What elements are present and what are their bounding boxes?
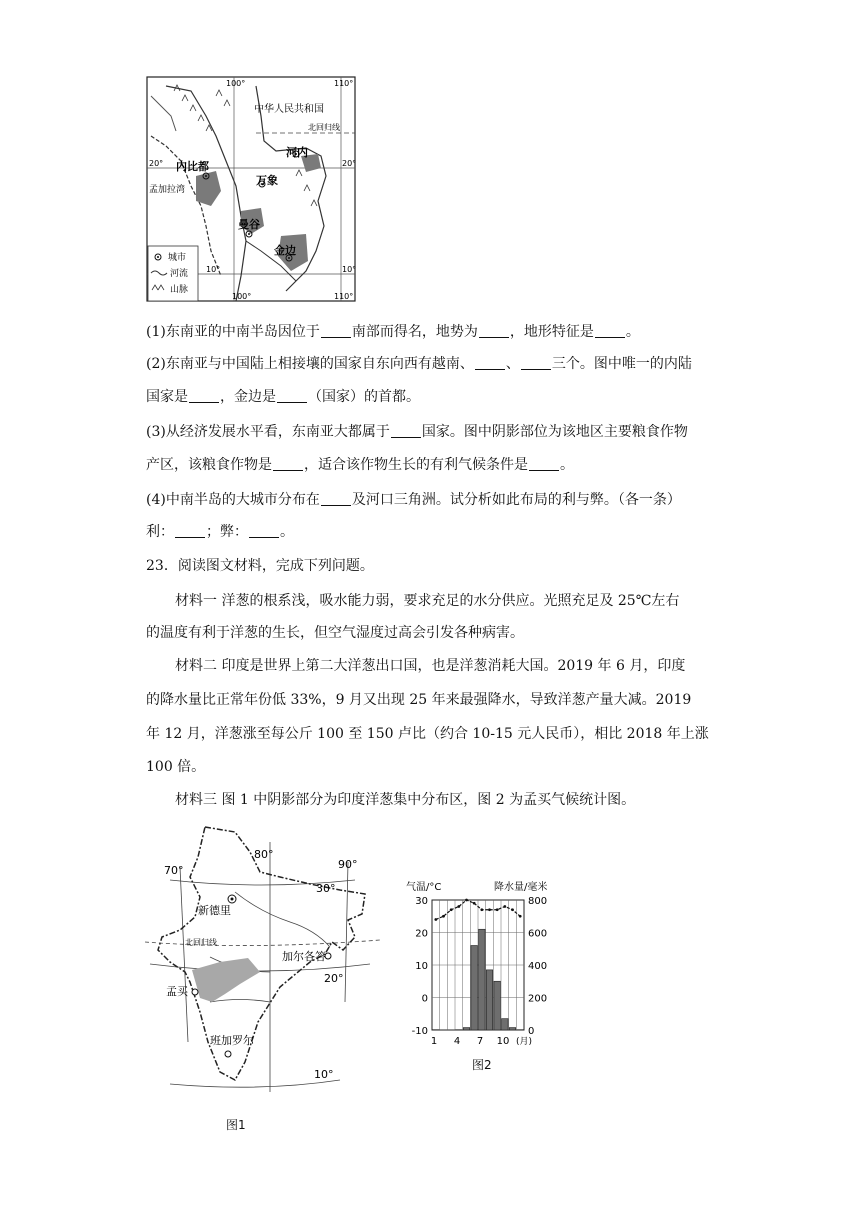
- q22-part4: (4)中南半岛的大城市分布在 及河口三角洲。试分析如此布局的利与弊。（各一条）: [146, 492, 681, 508]
- label-tropic: 北回归线: [308, 123, 340, 132]
- y-right-tick: 400: [528, 961, 548, 972]
- x-tick: 7: [476, 1036, 484, 1047]
- label-kolkata: 加尔各答: [282, 950, 326, 963]
- q22-part2-cont: 国家是 ，金边是 （国家）的首都。: [146, 389, 420, 405]
- answer-blank[interactable]: [249, 523, 279, 538]
- lon-90: 90°: [338, 858, 358, 871]
- lat-10: 10°: [314, 1068, 334, 1081]
- temperature-point: [496, 908, 499, 911]
- answer-blank[interactable]: [521, 355, 551, 370]
- lon-70: 70°: [164, 864, 184, 877]
- india-map: [140, 822, 380, 1102]
- label-hanoi: 河内: [286, 146, 308, 159]
- climate-chart: [400, 876, 580, 1066]
- label-tropic-cancer: 北回归线: [185, 938, 217, 947]
- temperature-point: [519, 915, 522, 918]
- material1-line2: 的温度有利于洋葱的生长，但空气湿度过高会引发各种病害。: [146, 625, 524, 641]
- y-right-tick: 800: [528, 896, 548, 907]
- precip-bar: [486, 970, 492, 1030]
- y-left-tick: 0: [421, 993, 428, 1005]
- temperature-point: [442, 915, 445, 918]
- answer-blank[interactable]: [321, 491, 351, 506]
- material2-line2: 的降水量比正常年份低 33%，9 月又出现 25 年来最强降水，导致洋葱产量大减。2019: [146, 692, 692, 708]
- material1-line1: 材料一 洋葱的根系浅，吸水能力弱，要求充足的水分供应。光照充足及 25℃左右: [175, 593, 680, 609]
- lon-110-bottom: 110°: [334, 292, 354, 301]
- q23-intro: 23．阅读图文材料，完成下列问题。: [146, 558, 374, 574]
- legend-river: 河流: [170, 269, 189, 279]
- precip-bar: [494, 981, 500, 1030]
- temperature-point: [457, 905, 460, 908]
- y-left-tick: 20: [415, 928, 428, 940]
- y-right-tick: 200: [528, 993, 548, 1005]
- answer-blank[interactable]: [273, 456, 303, 471]
- q22-part3-cont: 产区，该粮食作物是 ，适合该作物生长的有利气候条件是 。: [146, 457, 574, 473]
- label-bangkok: 曼谷: [238, 218, 260, 231]
- y-right-label: 降水量/毫米: [494, 882, 548, 893]
- indochina-map: [146, 76, 356, 302]
- label-china: 中华人民共和国: [254, 104, 324, 115]
- q22-part4-cont: 利： ；弊： 。: [146, 524, 294, 540]
- answer-blank[interactable]: [595, 323, 625, 338]
- x-tick: 4: [453, 1036, 461, 1047]
- map-legend: [148, 246, 198, 301]
- lat-20-right: 20°: [342, 159, 356, 168]
- precip-bar: [479, 929, 485, 1030]
- figure1-caption: 图1: [226, 1118, 246, 1132]
- label-mumbai: 孟买: [166, 985, 188, 998]
- legend-city: 城市: [168, 253, 187, 263]
- material3: 材料三 图 1 中阴影部分为印度洋葱集中分布区，图 2 为孟买气候统计图。: [175, 792, 636, 808]
- label-bangalore: 班加罗尔: [210, 1034, 254, 1047]
- q22-part2: (2)东南亚与中国陆上相接壤的国家自东向西有越南、 、 三个。图中唯一的内陆: [146, 356, 692, 372]
- q22-part1: (1)东南亚的中南半岛因位于 南部而得名，地势为 ，地形特征是 。: [146, 324, 640, 340]
- lat-20: 20°: [324, 972, 344, 985]
- temperature-point: [511, 908, 514, 911]
- label-phnompenh: 金边: [274, 244, 296, 257]
- temperature-point: [473, 902, 476, 905]
- temperature-point: [503, 905, 506, 908]
- y-right-tick: 600: [528, 928, 548, 940]
- lon-110-top: 110°: [334, 79, 354, 88]
- precip-bar: [471, 946, 477, 1031]
- answer-blank[interactable]: [321, 323, 351, 338]
- label-vientiane: 万象: [256, 174, 278, 187]
- answer-blank[interactable]: [277, 388, 307, 403]
- material2-line1: 材料二 印度是世界上第二大洋葱出口国，也是洋葱消耗大国。2019 年 6 月，印度: [175, 658, 686, 674]
- temperature-point: [480, 908, 483, 911]
- x-tick: 10: [496, 1036, 510, 1047]
- y-left-label: 气温/°C: [406, 882, 442, 893]
- q22-part3: (3)从经济发展水平看，东南亚大都属于 国家。图中阴影部位为该地区主要粮食作物: [146, 424, 688, 440]
- temperature-point: [488, 908, 491, 911]
- answer-blank[interactable]: [529, 456, 559, 471]
- lon-100-bottom: 100°: [232, 292, 252, 301]
- y-left-tick: 30: [415, 896, 428, 907]
- answer-blank[interactable]: [175, 523, 205, 538]
- precip-bar: [463, 1028, 469, 1030]
- label-new-delhi: 新德里: [198, 904, 231, 917]
- lat-10-left: 10°: [206, 265, 221, 274]
- precip-bar: [509, 1028, 515, 1030]
- temperature-point: [434, 918, 437, 921]
- answer-blank[interactable]: [479, 323, 509, 338]
- lat-20-left: 20°: [149, 159, 164, 168]
- y-right-tick: 0: [528, 1026, 535, 1037]
- precip-bar: [502, 1019, 508, 1030]
- figure2-caption: 图2: [472, 1058, 492, 1072]
- y-left-tick: 10: [415, 961, 428, 972]
- label-naypyidaw: 内比都: [176, 160, 209, 173]
- x-unit: (月): [516, 1037, 533, 1047]
- answer-blank[interactable]: [189, 388, 219, 403]
- legend-mountain: 山脉: [170, 285, 189, 295]
- material2-line3: 年 12 月，洋葱涨至每公斤 100 至 150 卢比（约合 10-15 元人民币），相比 2018 年上涨: [146, 726, 709, 742]
- lat-10-right: 10°: [342, 265, 356, 274]
- material2-line4: 100 倍。: [146, 759, 206, 775]
- x-tick: 1: [430, 1036, 438, 1047]
- label-bay-of-bengal: 孟加拉湾: [149, 185, 186, 195]
- answer-blank[interactable]: [391, 423, 421, 438]
- answer-blank[interactable]: [475, 355, 505, 370]
- lat-30: 30°: [316, 882, 336, 895]
- temperature-point: [465, 899, 468, 902]
- lon-100-top: 100°: [226, 79, 246, 88]
- temperature-point: [450, 908, 453, 911]
- y-left-tick: -10: [411, 1026, 428, 1037]
- lon-80: 80°: [254, 848, 274, 861]
